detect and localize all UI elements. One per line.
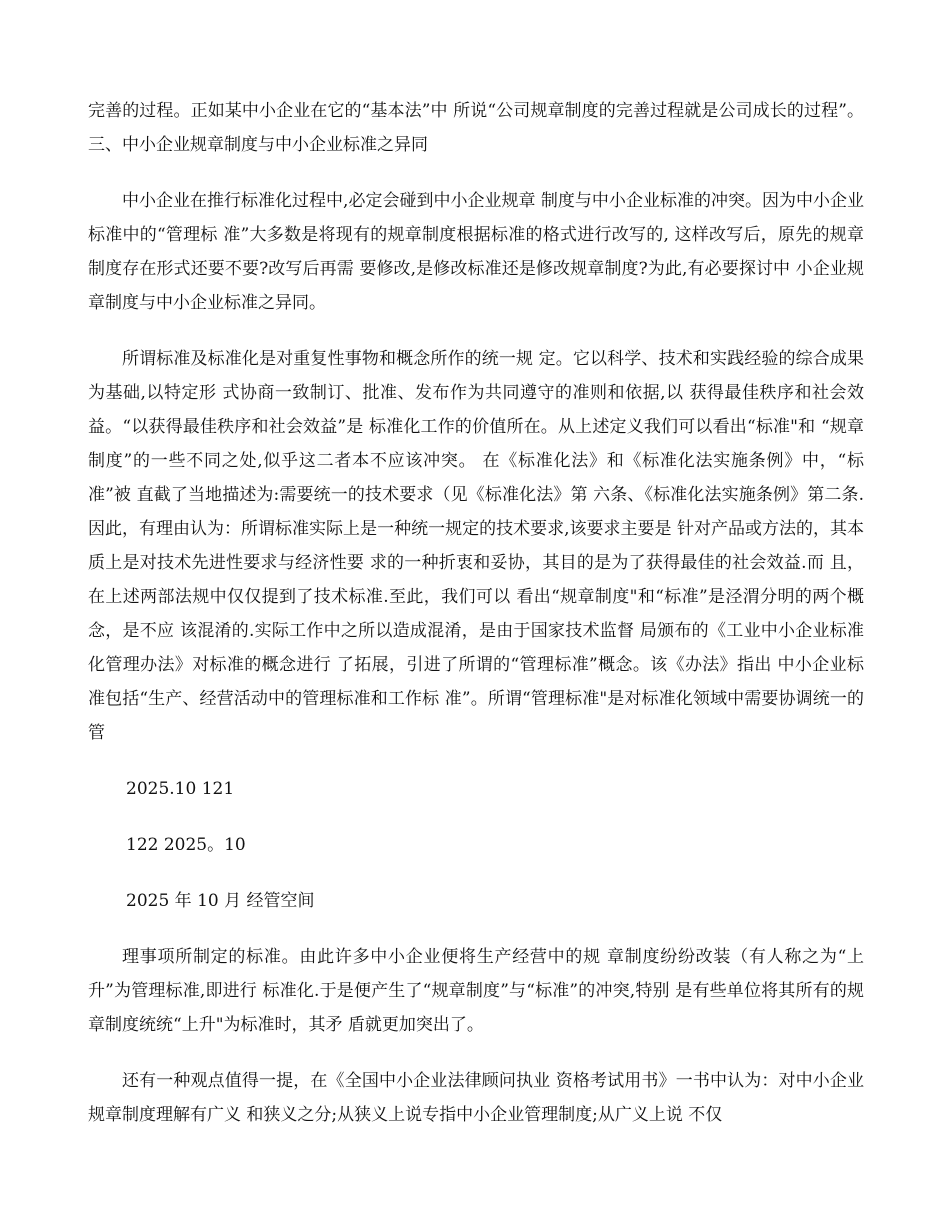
paragraph-management-standard: 理事项所制定的标准。由此许多中小企业便将生产经营中的规 章制度纷纷改装（有人称之为“上升”为管理标准,即进行 标准化.于是便产生了“规章制度”与“标准”的冲突,特别 是有些单位将其所有的规章制度统统“上升"为标准时，其矛 盾就更加突出了。 <box>88 947 864 1035</box>
paragraph-intro-continuation: 完善的过程。正如某中小企业在它的“基本法”中 所说“公司规章制度的完善过程就是公司成长的过程”。 三、中小企业规章制度与中小企业标准之异同 <box>88 101 864 155</box>
page-number-line: 2025.10 121 <box>126 779 235 799</box>
page-number-line-alt: 122 2025。10 <box>126 835 246 855</box>
paragraph-legal-view: 还有一种观点值得一提，在《全国中小企业法律顾问执业 资格考试用书》一书中认为：对中小企业规章制度理解有广义 和狭义之分;从狭义上说专指中小企业管理制度;从广义上说 不仅 <box>88 1071 864 1125</box>
journal-header-line: 2025 年 10 月 经管空间 <box>126 891 315 911</box>
document-page <box>88 94 864 1154</box>
paragraph-standard-definition: 所谓标准及标准化是对重复性事物和概念所作的统一规 定。它以科学、技术和实践经验的综合成果为基础,以特定形 式协商一致制订、批准、发布作为共同遵守的准则和依据,以 获得最佳秩序和社会效益。“以获得最佳秩序和社会效益”是 标准化工作的价值所在。从上述定义我们可以看出“标准"和 “规章制度”的一些不同之处,似乎这二者本不应该冲突。 在《标准化法》和《标准化法实施条例》中，“标准”被 直截了当地描述为:需要统一的技术要求（见《标准化法》第 六条、《标准化法实施条例》第二条.因此，有理由认为：所谓标准实际上是一种统一规定的技术要求,该要求主要是 针对产品或方法的，其本质上是对技术先进性要求与经济性要 求的一种折衷和妥协，其目的是为了获得最佳的社会效益.而 且，在上述两部法规中仅仅提到了技术标准.至此，我们可以 看出“规章制度"和“标准”是泾渭分明的两个概念，是不应 该混淆的.实际工作中之所以造成混淆，是由于国家技术监督 局颁布的《工业中小企业标准化管理办法》对标准的概念进行 了拓展，引进了所谓的“管理标准”概念。该《办法》指出 中小企业标准包括“生产、经营活动中的管理标准和工作标 准”。所谓“管理标准"是对标准化领域中需要协调统一的管 <box>88 349 864 743</box>
paragraph-conflict: 中小企业在推行标准化过程中,必定会碰到中小企业规章 制度与中小企业标准的冲突。因为中小企业标准中的“管理标 准”大多数是将现有的规章制度根据标准的格式进行改写的, 这样改写后，原先的规章制度存在形式还要不要?改写后再需 要修改,是修改标准还是修改规章制度?为此,有必要探讨中 小企业规章制度与中小企业标准之异同。 <box>88 191 864 313</box>
